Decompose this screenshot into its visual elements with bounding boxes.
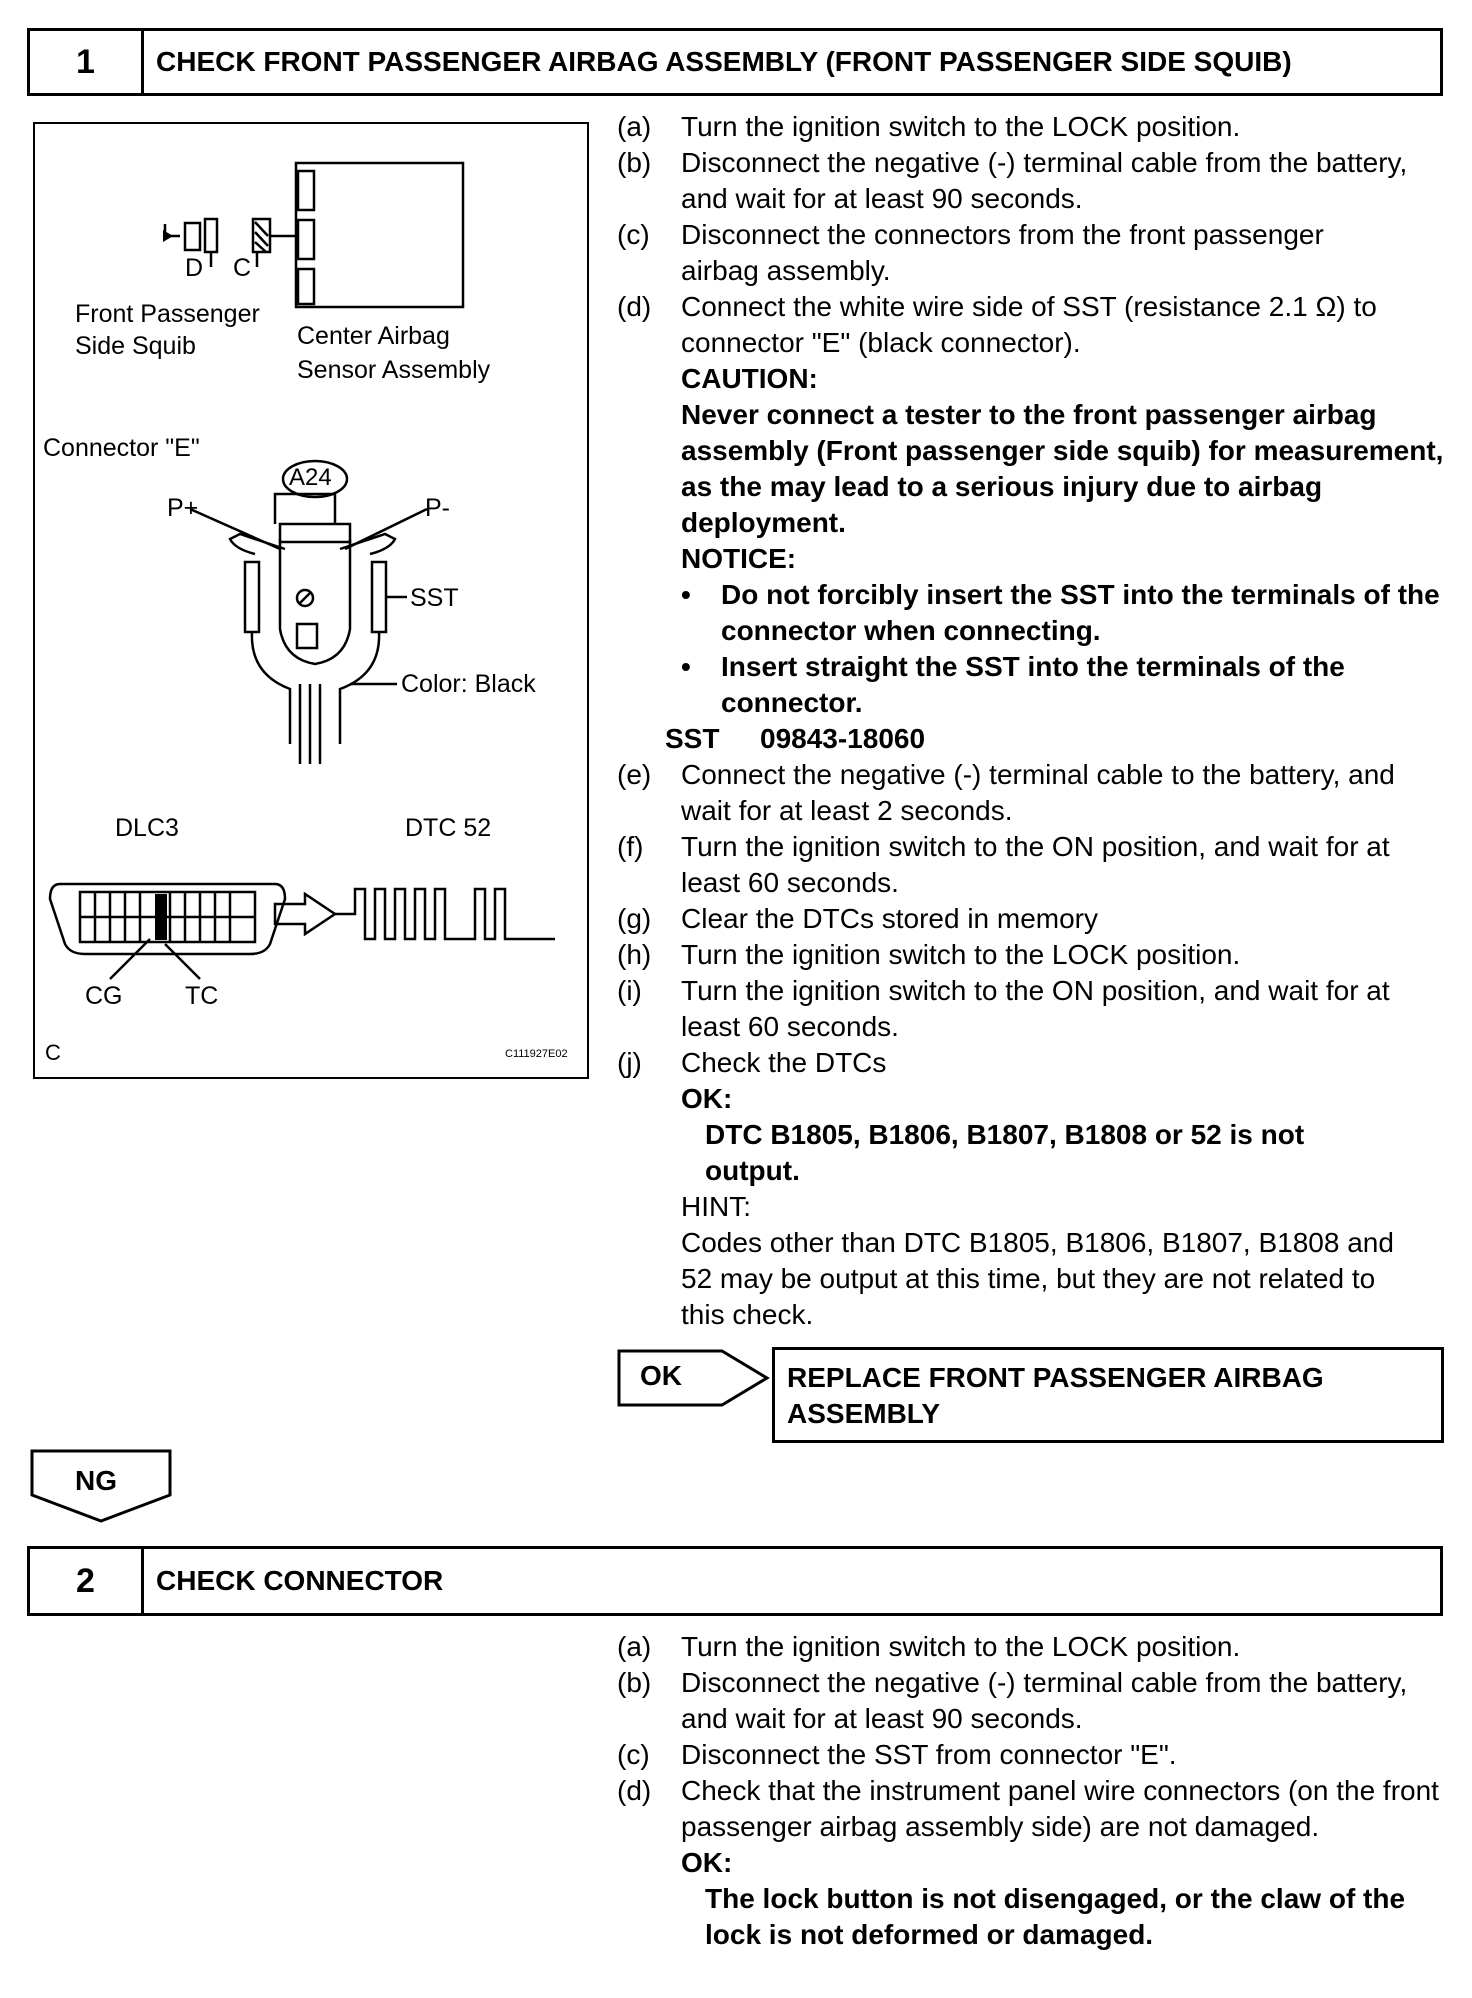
sst-right-probe	[372, 562, 386, 632]
sensor-label-1: Center Airbag	[297, 322, 450, 350]
step-2-header	[27, 1546, 1443, 1616]
step1-ok-text: DTC B1805, B1806, B1807, B1808 or 52 is not output.	[705, 1119, 1305, 1186]
ok-result-box	[772, 1347, 1444, 1443]
connector-diagram	[33, 122, 589, 1079]
sensor-box	[296, 163, 463, 307]
color-label: Color: Black	[401, 670, 536, 698]
step2-c-label: (c)	[617, 1739, 650, 1770]
figure-code: C111927E02	[505, 1048, 568, 1060]
notice-bullet-1-text: Do not forcibly insert the SST into the terminals of the connector when connecting.	[721, 579, 1440, 646]
ng-label: NG	[75, 1465, 117, 1496]
step-2-title: CHECK CONNECTOR	[156, 1565, 444, 1596]
step2-ok-text: The lock button is not disengaged, or the claw of the lock is not deformed or damaged.	[705, 1883, 1406, 1950]
step2-d-label: (d)	[617, 1775, 652, 1806]
a24-label: A24	[289, 464, 332, 491]
step1-a-text: Turn the ignition switch to the LOCK position.	[681, 111, 1241, 142]
step1-g-label: (g)	[617, 903, 652, 934]
pin-d-label: D	[185, 254, 204, 282]
p-plus-label: P+	[167, 494, 199, 522]
step2-a-text: Turn the ignition switch to the LOCK position.	[681, 1631, 1241, 1662]
step-1-number: 1	[30, 31, 144, 93]
step1-d-label: (d)	[617, 291, 652, 322]
step1-c-text: Disconnect the connectors from the front passenger airbag assembly.	[681, 219, 1324, 286]
notice-bullet-2-text: Insert straight the SST into the terminals of the connector.	[721, 651, 1345, 718]
tc-label: TC	[185, 982, 219, 1010]
step1-i-label: (i)	[617, 975, 642, 1006]
sst-label: SST	[410, 584, 459, 612]
step1-j-label: (j)	[617, 1047, 642, 1078]
notice-bullet-1	[681, 577, 1451, 649]
ok-arrow-label: OK	[640, 1360, 682, 1391]
dlc3-shape	[50, 884, 285, 954]
step1-g-text: Clear the DTCs stored in memory	[681, 903, 1099, 934]
step2-b-label: (b)	[617, 1667, 652, 1698]
sst-number: 09843-18060	[760, 723, 926, 754]
sst-label-text: SST	[665, 723, 720, 754]
bullet-icon: •	[681, 579, 691, 610]
corner-c-label: C	[45, 1040, 61, 1065]
step-2-number: 2	[30, 1549, 144, 1613]
step1-a-label: (a)	[617, 111, 652, 142]
step1-b-label: (b)	[617, 147, 652, 178]
notice-heading: NOTICE:	[681, 543, 797, 574]
step-1-header	[27, 28, 1443, 96]
step1-d-text: Connect the white wire side of SST (resistance 2.1 Ω) to connector "E" (black connector).	[681, 291, 1377, 358]
step1-ok-heading: OK:	[681, 1083, 733, 1114]
step1-j-text: Check the DTCs	[681, 1047, 887, 1078]
cg-label: CG	[85, 982, 123, 1010]
step1-h-label: (h)	[617, 939, 652, 970]
step2-c-text: Disconnect the SST from connector "E".	[681, 1739, 1177, 1770]
squib-label-2: Side Squib	[75, 332, 196, 360]
sst-left-probe	[245, 562, 259, 632]
dlc3-label: DLC3	[115, 814, 179, 842]
step1-h-text: Turn the ignition switch to the LOCK position.	[681, 939, 1241, 970]
step2-d-text: Check that the instrument panel wire connectors (on the front passenger airbag assembly side) are not damaged.	[681, 1775, 1439, 1842]
step-1-title: CHECK FRONT PASSENGER AIRBAG ASSEMBLY (FRONT PASSENGER SIDE SQUIB)	[156, 46, 1292, 77]
step1-c-label: (c)	[617, 219, 650, 250]
hint-heading: HINT:	[681, 1191, 751, 1222]
bullet-icon: •	[681, 651, 691, 682]
diagram-drawing	[35, 124, 587, 1077]
step2-ok-heading: OK:	[681, 1847, 733, 1878]
step1-f-label: (f)	[617, 831, 644, 862]
ok-result-text: REPLACE FRONT PASSENGER AIRBAG ASSEMBLY	[787, 1362, 1324, 1429]
caution-text: Never connect a tester to the front passenger airbag assembly (Front passenger side squib) for measurement, as the may lead to a serious injury due to airbag deployment.	[681, 399, 1444, 538]
notice-bullet-2	[681, 649, 1451, 721]
step2-a-label: (a)	[617, 1631, 652, 1662]
hint-text: Codes other than DTC B1805, B1806, B1807, B1808 and 52 may be output at this time, but they are not related to this check.	[681, 1227, 1394, 1330]
caution-heading: CAUTION:	[681, 363, 818, 394]
step1-e-label: (e)	[617, 759, 652, 790]
p-minus-label: P-	[425, 494, 450, 522]
squib-label-1: Front Passenger	[75, 300, 260, 328]
step2-b-text: Disconnect the negative (-) terminal cable from the battery, and wait for at least 90 seconds.	[681, 1667, 1408, 1734]
dtc-pulse-train	[335, 889, 555, 939]
step1-f-text: Turn the ignition switch to the ON position, and wait for at least 60 seconds.	[681, 831, 1390, 898]
connector-e-label: Connector "E"	[43, 434, 200, 462]
step1-i-text: Turn the ignition switch to the ON position, and wait for at least 60 seconds.	[681, 975, 1390, 1042]
sensor-label-2: Sensor Assembly	[297, 356, 491, 384]
step1-b-text: Disconnect the negative (-) terminal cable from the battery, and wait for at least 90 seconds.	[681, 147, 1408, 214]
step1-e-text: Connect the negative (-) terminal cable to the battery, and wait for at least 2 seconds.	[681, 759, 1395, 826]
dtc52-label: DTC 52	[405, 814, 492, 842]
pin-c-label: C	[233, 254, 252, 282]
